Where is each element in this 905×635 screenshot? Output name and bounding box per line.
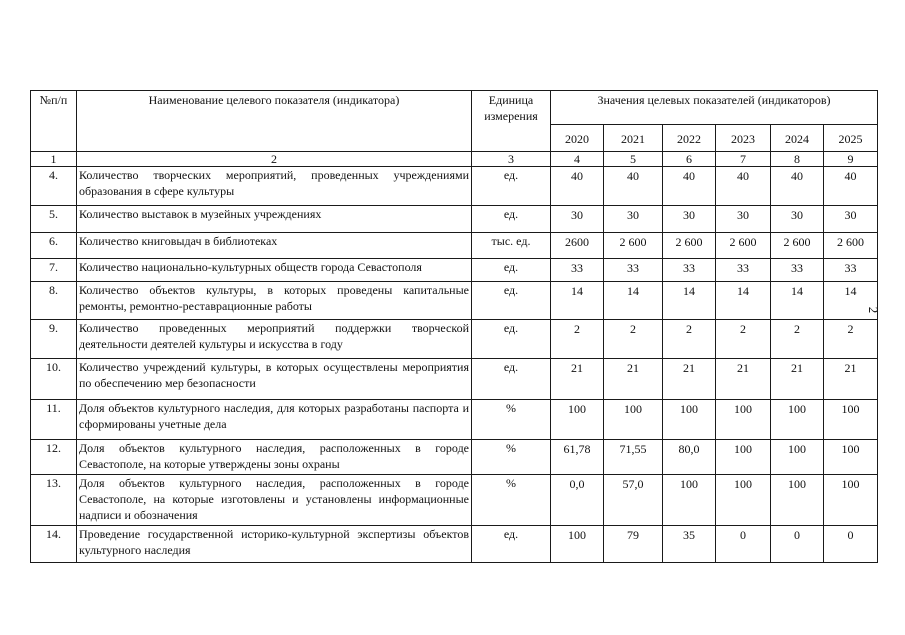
header-year: 2022 [663,125,716,152]
indicator-value: 100 [551,400,604,440]
indicator-value: 100 [551,526,604,563]
column-number: 2 [77,152,472,167]
row-number: 5. [31,206,77,233]
unit-of-measure: ед. [472,320,551,359]
indicator-value: 40 [716,167,771,206]
header-year: 2020 [551,125,604,152]
indicator-value: 33 [771,259,824,282]
indicator-name: Доля объектов культурного наследия, для которых разработаны паспорта и сформированы учетные дела [77,400,472,440]
column-number: 6 [663,152,716,167]
indicator-value: 0 [771,526,824,563]
header-num: №п/п [31,91,77,152]
column-number: 9 [824,152,878,167]
indicator-value: 14 [824,282,878,320]
indicator-name: Количество объектов культуры, в которых проведены капитальные ремонты, ремонтно-реставрационные работы [77,282,472,320]
indicator-value: 40 [824,167,878,206]
indicator-value: 100 [771,475,824,526]
indicator-value: 14 [604,282,663,320]
table-row [31,206,878,233]
unit-of-measure: ед. [472,206,551,233]
column-number: 3 [472,152,551,167]
table-row [31,167,878,206]
table-row [31,359,878,400]
indicator-value: 2 600 [716,233,771,259]
column-number: 8 [771,152,824,167]
row-number: 14. [31,526,77,563]
column-number: 1 [31,152,77,167]
indicator-value: 21 [716,359,771,400]
table-row [31,282,878,320]
unit-of-measure: ед. [472,359,551,400]
unit-of-measure: ед. [472,526,551,563]
indicator-value: 21 [771,359,824,400]
table-row [31,526,878,563]
header-year: 2021 [604,125,663,152]
indicator-value: 21 [824,359,878,400]
table-row [31,259,878,282]
header-row-top [31,91,878,125]
indicator-value: 33 [716,259,771,282]
indicator-value: 2 [771,320,824,359]
indicator-value: 21 [663,359,716,400]
indicator-name: Количество проведенных мероприятий поддержки творческой деятельности деятелей культуры и искусства в году [77,320,472,359]
indicator-value: 14 [771,282,824,320]
indicator-value: 2 600 [771,233,824,259]
indicator-value: 14 [663,282,716,320]
indicator-value: 2 [604,320,663,359]
indicator-value: 0 [716,526,771,563]
indicator-value: 100 [716,440,771,475]
header-values-title: Значения целевых показателей (индикаторов) [551,91,878,125]
indicator-value: 14 [551,282,604,320]
indicators-table [30,90,878,563]
indicator-name: Доля объектов культурного наследия, расположенных в городе Севастополе, на которые изготовлены и установлены информационные надписи и обозначения [77,475,472,526]
column-number: 7 [716,152,771,167]
table-row [31,320,878,359]
header-unit: Единица измерения [472,91,551,152]
indicator-name: Доля объектов культурного наследия, расположенных в городе Севастополе, на которые утверждены зоны охраны [77,440,472,475]
indicator-name: Количество выставок в музейных учреждениях [77,206,472,233]
row-number: 13. [31,475,77,526]
unit-of-measure: ед. [472,167,551,206]
indicator-value: 2 [824,320,878,359]
indicator-value: 71,55 [604,440,663,475]
indicator-name: Количество книговыдач в библиотеках [77,233,472,259]
header-name: Наименование целевого показателя (индикатора) [77,91,472,152]
indicator-value: 100 [716,400,771,440]
row-number: 11. [31,400,77,440]
indicator-value: 2600 [551,233,604,259]
unit-of-measure: % [472,440,551,475]
row-number: 9. [31,320,77,359]
indicator-value: 2 600 [824,233,878,259]
indicator-value: 30 [663,206,716,233]
indicator-value: 14 [716,282,771,320]
indicator-value: 2 600 [663,233,716,259]
row-number: 6. [31,233,77,259]
indicator-value: 40 [663,167,716,206]
row-number: 7. [31,259,77,282]
unit-of-measure: % [472,475,551,526]
indicator-value: 2 [551,320,604,359]
indicator-value: 100 [771,440,824,475]
row-number: 12. [31,440,77,475]
indicator-value: 30 [716,206,771,233]
table-row [31,233,878,259]
table-row [31,440,878,475]
indicator-value: 100 [771,400,824,440]
indicator-value: 33 [551,259,604,282]
indicator-value: 100 [604,400,663,440]
indicator-value: 35 [663,526,716,563]
indicator-value: 21 [604,359,663,400]
indicator-name: Количество национально-культурных обществ города Севастополя [77,259,472,282]
row-number: 4. [31,167,77,206]
header-year: 2024 [771,125,824,152]
header-year: 2023 [716,125,771,152]
indicator-name: Проведение государственной историко-культурной экспертизы объектов культурного наследия [77,526,472,563]
unit-of-measure: % [472,400,551,440]
header-year: 2025 [824,125,878,152]
column-numbers-row [31,152,878,167]
indicator-value: 100 [824,400,878,440]
indicator-name: Количество учреждений культуры, в которых осуществлены мероприятия по обеспечению мер безопасности [77,359,472,400]
indicator-value: 33 [663,259,716,282]
table-row [31,475,878,526]
row-number: 10. [31,359,77,400]
unit-of-measure: ед. [472,282,551,320]
column-number: 4 [551,152,604,167]
indicator-value: 100 [663,475,716,526]
unit-of-measure: ед. [472,259,551,282]
indicator-value: 33 [604,259,663,282]
indicator-value: 57,0 [604,475,663,526]
indicator-value: 33 [824,259,878,282]
indicator-value: 80,0 [663,440,716,475]
indicator-value: 30 [551,206,604,233]
indicator-value: 79 [604,526,663,563]
indicator-name: Количество творческих мероприятий, проведенных учреждениями образования в сфере культуры [77,167,472,206]
row-number: 8. [31,282,77,320]
indicator-value: 61,78 [551,440,604,475]
indicator-value: 100 [824,475,878,526]
page-number: 2 [866,306,881,314]
indicator-value: 0,0 [551,475,604,526]
indicator-value: 30 [604,206,663,233]
indicator-value: 0 [824,526,878,563]
indicator-value: 40 [771,167,824,206]
column-number: 5 [604,152,663,167]
indicator-value: 30 [771,206,824,233]
indicator-value: 2 [663,320,716,359]
unit-of-measure: тыс. ед. [472,233,551,259]
indicator-value: 100 [824,440,878,475]
indicator-value: 2 [716,320,771,359]
indicator-value: 40 [604,167,663,206]
indicator-value: 30 [824,206,878,233]
table-row [31,400,878,440]
indicator-value: 100 [663,400,716,440]
indicator-value: 100 [716,475,771,526]
indicator-value: 40 [551,167,604,206]
indicator-value: 21 [551,359,604,400]
indicator-value: 2 600 [604,233,663,259]
